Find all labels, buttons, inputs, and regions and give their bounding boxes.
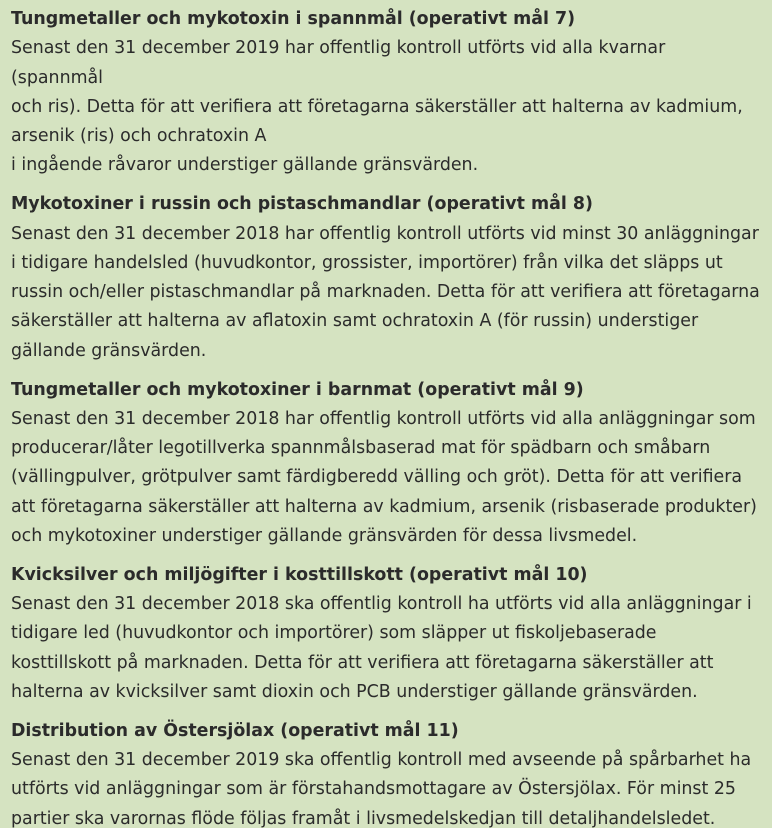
body-line: Senast den 31 december 2018 har offentlig kontroll utförts vid minst 30 anläggningar	[11, 223, 759, 244]
body-line: utförts vid anläggningar som är förstahandsmottagare av Östersjölax. För minst 25	[11, 779, 736, 800]
body-line: Senast den 31 december 2018 ska offentlig kontroll ha utförts vid alla anläggningar i	[11, 594, 752, 615]
section-operativt-mal-11	[11, 717, 762, 828]
body-line: partier ska varornas flöde följas framåt i livsmedelskedjan till detaljhandelsledet.	[11, 808, 716, 828]
body-line: säkerställer att halterna av aflatoxin samt ochratoxin A (för russin) understiger	[11, 311, 699, 332]
body-line: producerar/låter legotillverka spannmålsbaserad mat för spädbarn och småbarn	[11, 438, 711, 459]
body-line: i tidigare handelsled (huvudkontor, grossister, importörer) från vilka det släpps ut	[11, 252, 723, 273]
body-line: kosttillskott på marknaden. Detta för att verifiera att företagarna säkerställer att	[11, 652, 714, 673]
body-line: Senast den 31 december 2018 har offentlig kontroll utförts vid alla anläggningar som	[11, 408, 756, 429]
section-body	[11, 34, 762, 180]
body-line: arsenik (ris) och ochratoxin A	[11, 126, 267, 147]
body-line: Senast den 31 december 2019 ska offentlig kontroll med avseende på spårbarhet ha	[11, 750, 752, 771]
body-line: Senast den 31 december 2019 har offentlig kontroll utförts vid alla kvarnar (spannmål	[11, 38, 666, 88]
section-heading: Distribution av Östersjölax (operativt mål 11)	[11, 720, 459, 741]
body-line: tidigare led (huvudkontor och importörer) som släpper ut fiskoljebaserade	[11, 623, 657, 644]
body-line: att företagarna säkerställer att halterna av kadmium, arsenik (risbaserade produkter)	[11, 496, 757, 517]
section-body	[11, 220, 762, 366]
section-heading: Tungmetaller och mykotoxiner i barnmat (operativt mål 9)	[11, 379, 584, 400]
body-line: russin och/eller pistaschmandlar på marknaden. Detta för att verifiera att företagarna	[11, 282, 760, 303]
body-line: och mykotoxiner understiger gällande gränsvärden för dessa livsmedel.	[11, 526, 638, 547]
section-operativt-mal-10	[11, 561, 762, 707]
section-body	[11, 746, 762, 828]
body-line: (vällingpulver, grötpulver samt färdigberedd välling och gröt). Detta för att verifiera	[11, 467, 743, 488]
body-line: i ingående råvaror understiger gällande gränsvärden.	[11, 155, 479, 176]
section-heading: Tungmetaller och mykotoxin i spannmål (operativt mål 7)	[11, 9, 576, 29]
body-line: halterna av kvicksilver samt dioxin och PCB understiger gällande gränsvärden.	[11, 682, 698, 703]
body-line: och ris). Detta för att verifiera att företagarna säkerställer att halterna av kadmium,	[11, 96, 743, 117]
section-heading: Kvicksilver och miljögifter i kosttillskott (operativt mål 10)	[11, 564, 588, 585]
section-body	[11, 405, 762, 551]
section-operativt-mal-8	[11, 190, 762, 366]
section-heading: Mykotoxiner i russin och pistaschmandlar (operativt mål 8)	[11, 194, 593, 215]
section-operativt-mal-9	[11, 376, 762, 552]
body-line: gällande gränsvärden.	[11, 340, 207, 361]
section-operativt-mal-7	[11, 5, 762, 181]
section-body	[11, 590, 762, 707]
